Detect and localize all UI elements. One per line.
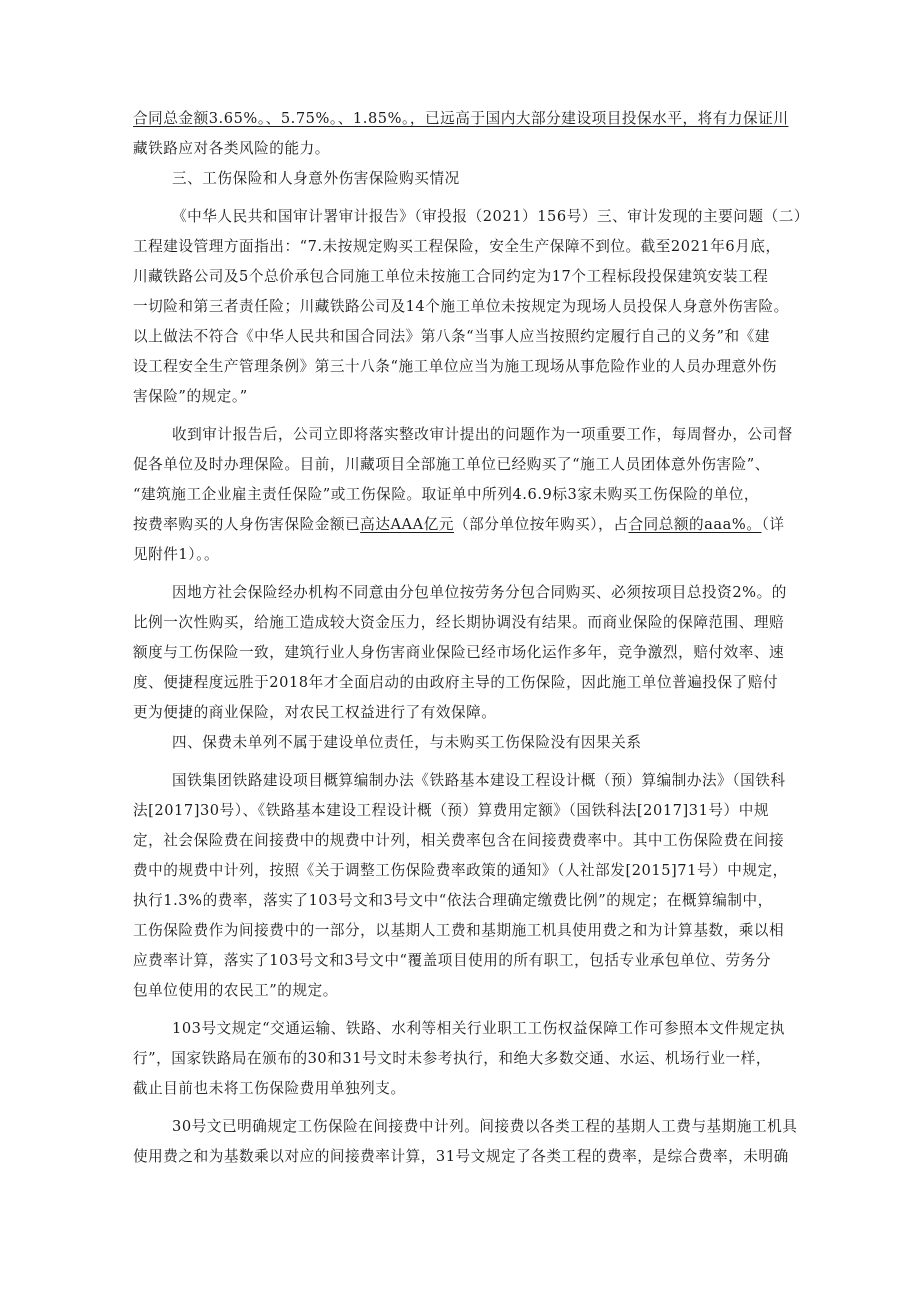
text-line: 工程建设管理方面指出：“7.未按规定购买工程保险，安全生产保障不到位。截至2021年6月底， bbox=[133, 238, 781, 255]
text-run: （详 bbox=[761, 516, 785, 533]
paragraph-premium-ratio bbox=[133, 104, 797, 164]
text-run: 按费率购买的人身伤害保险金额已 bbox=[133, 516, 361, 533]
paragraph-doc-103 bbox=[133, 1014, 797, 1104]
text-line: 103号文规定“交通运输、铁路、水利等相关行业职工工伤权益保障工作可参照本文件规定执 bbox=[172, 1020, 785, 1037]
text-line: 30号文已明确规定工伤保险在间接费中计列。间接费以各类工程的基期人工费与基期施工机具 bbox=[172, 1118, 798, 1135]
section-heading-4: 四、保费未单列不属于建设单位责任，与未购买工伤保险没有因果关系 bbox=[172, 734, 642, 751]
text-line: 费中的规费中计列，按照《关于调整工伤保险费率政策的通知》（人社部发[2015]71号）中规定， bbox=[133, 862, 788, 879]
document-page bbox=[133, 104, 810, 1172]
paragraph-budget-rules bbox=[133, 766, 797, 1006]
text-line: 定，社会保险费在间接费中的规费中计列，相关费率包含在间接费费率中。其中工伤保险费在间接 bbox=[133, 832, 785, 849]
text-line: 应费率计算，落实了103号文和3号文中“覆盖项目使用的所有职工，包括专业承包单位、劳务分 bbox=[133, 952, 771, 969]
text-line: 工伤保险费作为间接费中的一部分，以基期人工费和基期施工机具使用费之和为计算基数，乘以相 bbox=[133, 922, 785, 939]
paragraph-audit-report bbox=[133, 202, 810, 412]
text-line: 害保险”的规定。” bbox=[133, 388, 248, 405]
section-heading-3: 三、工伤保险和人身意外伤害保险购买情况 bbox=[172, 170, 460, 187]
text-line: 截止目前也未将工伤保险费用单独列支。 bbox=[133, 1080, 406, 1097]
text-line: 因地方社会保险经办机构不同意由分包单位按劳务分包合同购买、必须按项目总投资2%。的 bbox=[172, 584, 787, 601]
text-line: 收到审计报告后，公司立即将落实整改审计提出的问题作为一项重要工作，每周督办，公司督 bbox=[172, 426, 793, 443]
text-line: 国铁集团铁路建设项目概算编制办法《铁路基本建设工程设计概（预）算编制办法》（国铁科 bbox=[172, 772, 786, 789]
text-line: 以上做法不符合《中华人民共和国合同法》第八条“当事人应当按照约定履行自己的义务”和《建 bbox=[133, 328, 770, 345]
underlined-ratio: 合同总额的aaa%。 bbox=[628, 516, 762, 533]
text-line: 更为便捷的商业保险，对农民工权益进行了有效保障。 bbox=[133, 704, 497, 721]
text-line: 合同总金额3.65%。、5.75%。、1.85%。，已远高于国内大部分建设项目投保水平，将有力保证川 bbox=[133, 110, 789, 127]
text-line: 度、便捷程度远胜于2018年才全面启动的由政府主导的工伤保险，因此施工单位普遍投保了赔付 bbox=[133, 674, 779, 691]
text-run: （部分单位按年购买），占 bbox=[454, 516, 629, 533]
text-line: 川藏铁路公司及5个总价承包合同施工单位未按施工合同约定为17个工程标段投保建筑安装工程 bbox=[133, 268, 769, 285]
text-line: 《中华人民共和国审计署审计报告》（审投报（2021）156号）三、审计发现的主要问题（二） bbox=[172, 208, 810, 225]
text-line: 设工程安全生产管理条例》第三十八条“施工单位应当为施工现场从事危险作业的人员办理意外伤 bbox=[133, 358, 778, 375]
text-line: 一切险和第三者责任险；川藏铁路公司及14个施工单位未按规定为现场人员投保人身意外伤害险。 bbox=[133, 298, 789, 315]
paragraph-doc-30 bbox=[133, 1112, 797, 1172]
paragraph-local-insurance bbox=[133, 578, 797, 728]
text-line: 促各单位及时办理保险。目前，川藏项目全部施工单位已经购买了“施工人员团体意外伤害险”、 bbox=[133, 456, 770, 473]
text-line: 执行1.3%的费率，落实了103号文和3号文中“依法合理确定缴费比例”的规定；在概算编制中， bbox=[133, 892, 773, 909]
text-line: 包单位使用的农民工”的规定。 bbox=[133, 982, 338, 999]
text-line: 藏铁路应对各类风险的能力。 bbox=[133, 140, 330, 157]
text-line: 见附件1）。。 bbox=[133, 546, 220, 563]
text-line: 法[2017]30号）、《铁路基本建设工程设计概（预）算费用定额》（国铁科法[2017]31号）中规 bbox=[133, 802, 769, 819]
text-line bbox=[133, 510, 797, 540]
paragraph-rectification bbox=[133, 420, 797, 570]
text-line: 额度与工伤保险一致，建筑行业人身伤害商业保险已经市场化运作多年，竞争激烈，赔付效率、速 bbox=[133, 644, 785, 661]
text-line: “建筑施工企业雇主责任保险”或工伤保险。取证单中所列4.6.9标3家未购买工伤保险的单位， bbox=[133, 486, 760, 503]
text-line: 行”，国家铁路局在颁布的30和31号文时未参考执行，和绝大多数交通、水运、机场行业一样， bbox=[133, 1050, 771, 1067]
text-line: 比例一次性购买，给施工造成较大资金压力，经长期协调没有结果。而商业保险的保障范围、理赔 bbox=[133, 614, 785, 631]
underlined-amount: 高达AAA亿元 bbox=[360, 516, 455, 533]
text-line: 使用费之和为基数乘以对应的间接费率计算，31号文规定了各类工程的费率，是综合费率，未明确 bbox=[133, 1148, 789, 1165]
